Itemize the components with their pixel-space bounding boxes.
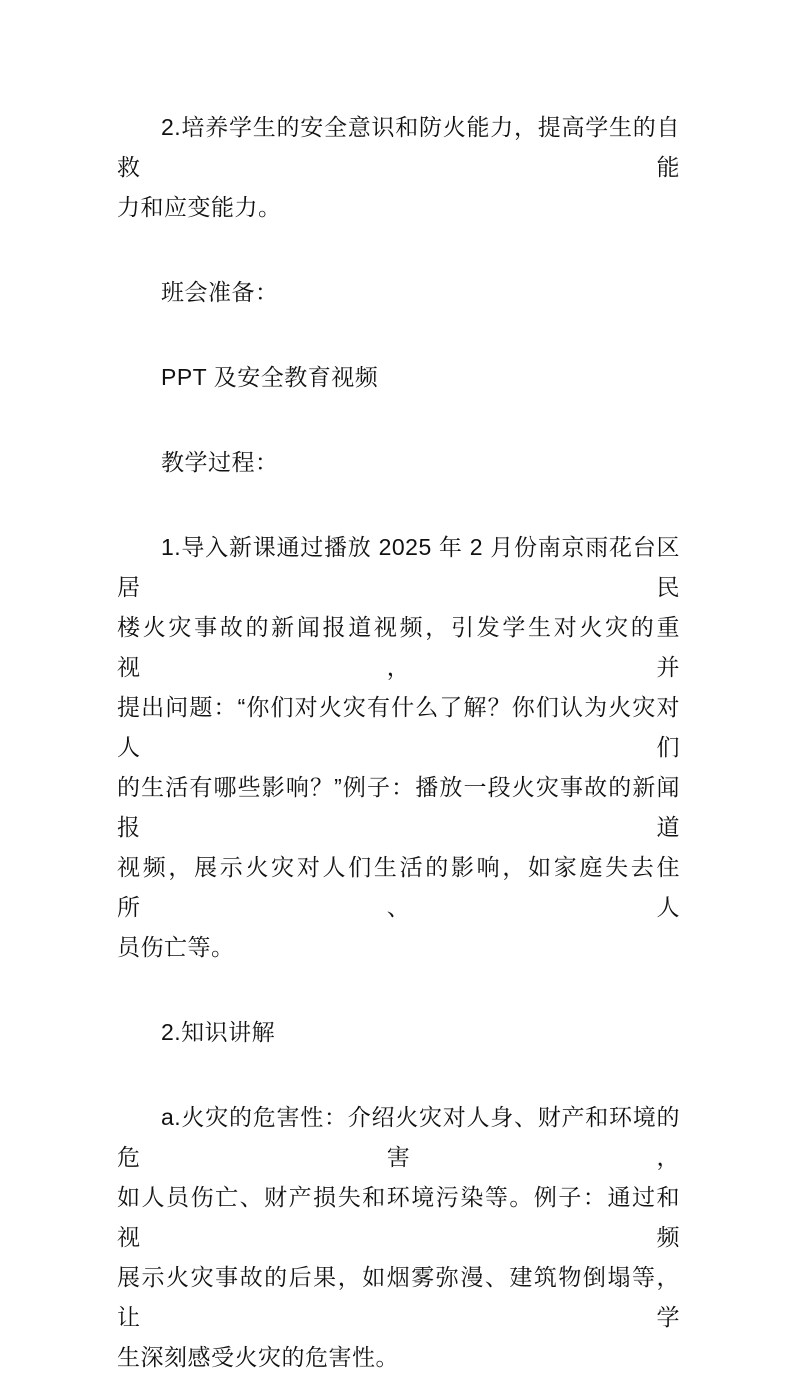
text-line: 如人员伤亡、财产损失和环境污染等。例子：通过和视频 xyxy=(117,1184,680,1250)
text-line: 2.培养学生的安全意识和防火能力，提高学生的自救能 xyxy=(117,114,680,180)
text-line: 楼火灾事故的新闻报道视频，引发学生对火灾的重视，并 xyxy=(117,614,680,680)
text-line: 展示火灾事故的后果，如烟雾弥漫、建筑物倒塌等，让学 xyxy=(117,1264,680,1330)
paragraph-ppt-video xyxy=(117,357,680,397)
heading-knowledge-explain xyxy=(117,1012,680,1052)
paragraph-fire-hazard xyxy=(117,1097,680,1377)
heading-meeting-preparation xyxy=(117,272,680,312)
text-line: 力和应变能力。 xyxy=(117,194,282,220)
text-line: 班会准备： xyxy=(161,279,279,305)
text-line: 员伤亡等。 xyxy=(117,934,235,960)
text-line: 2.知识讲解 xyxy=(161,1019,276,1045)
text-line: 视频，展示火灾对人们生活的影响，如家庭失去住所、人 xyxy=(117,854,680,920)
text-line: 的生活有哪些影响？”例子：播放一段火灾事故的新闻报道 xyxy=(117,774,680,840)
text-line: a.火灾的危害性：介绍火灾对人身、财产和环境的危害， xyxy=(117,1104,680,1170)
text-line: 提出问题：“你们对火灾有什么了解？你们认为火灾对人们 xyxy=(117,694,680,760)
paragraph-objective-2 xyxy=(117,107,680,227)
text-line: 1.导入新课通过播放 2025 年 2 月份南京雨花台区居民 xyxy=(117,534,680,600)
heading-teaching-process xyxy=(117,442,680,482)
text-line: 生深刻感受火灾的危害性。 xyxy=(117,1344,399,1370)
text-line: 教学过程： xyxy=(161,449,279,475)
text-line: PPT 及安全教育视频 xyxy=(161,364,379,390)
paragraph-lesson-intro xyxy=(117,527,680,967)
